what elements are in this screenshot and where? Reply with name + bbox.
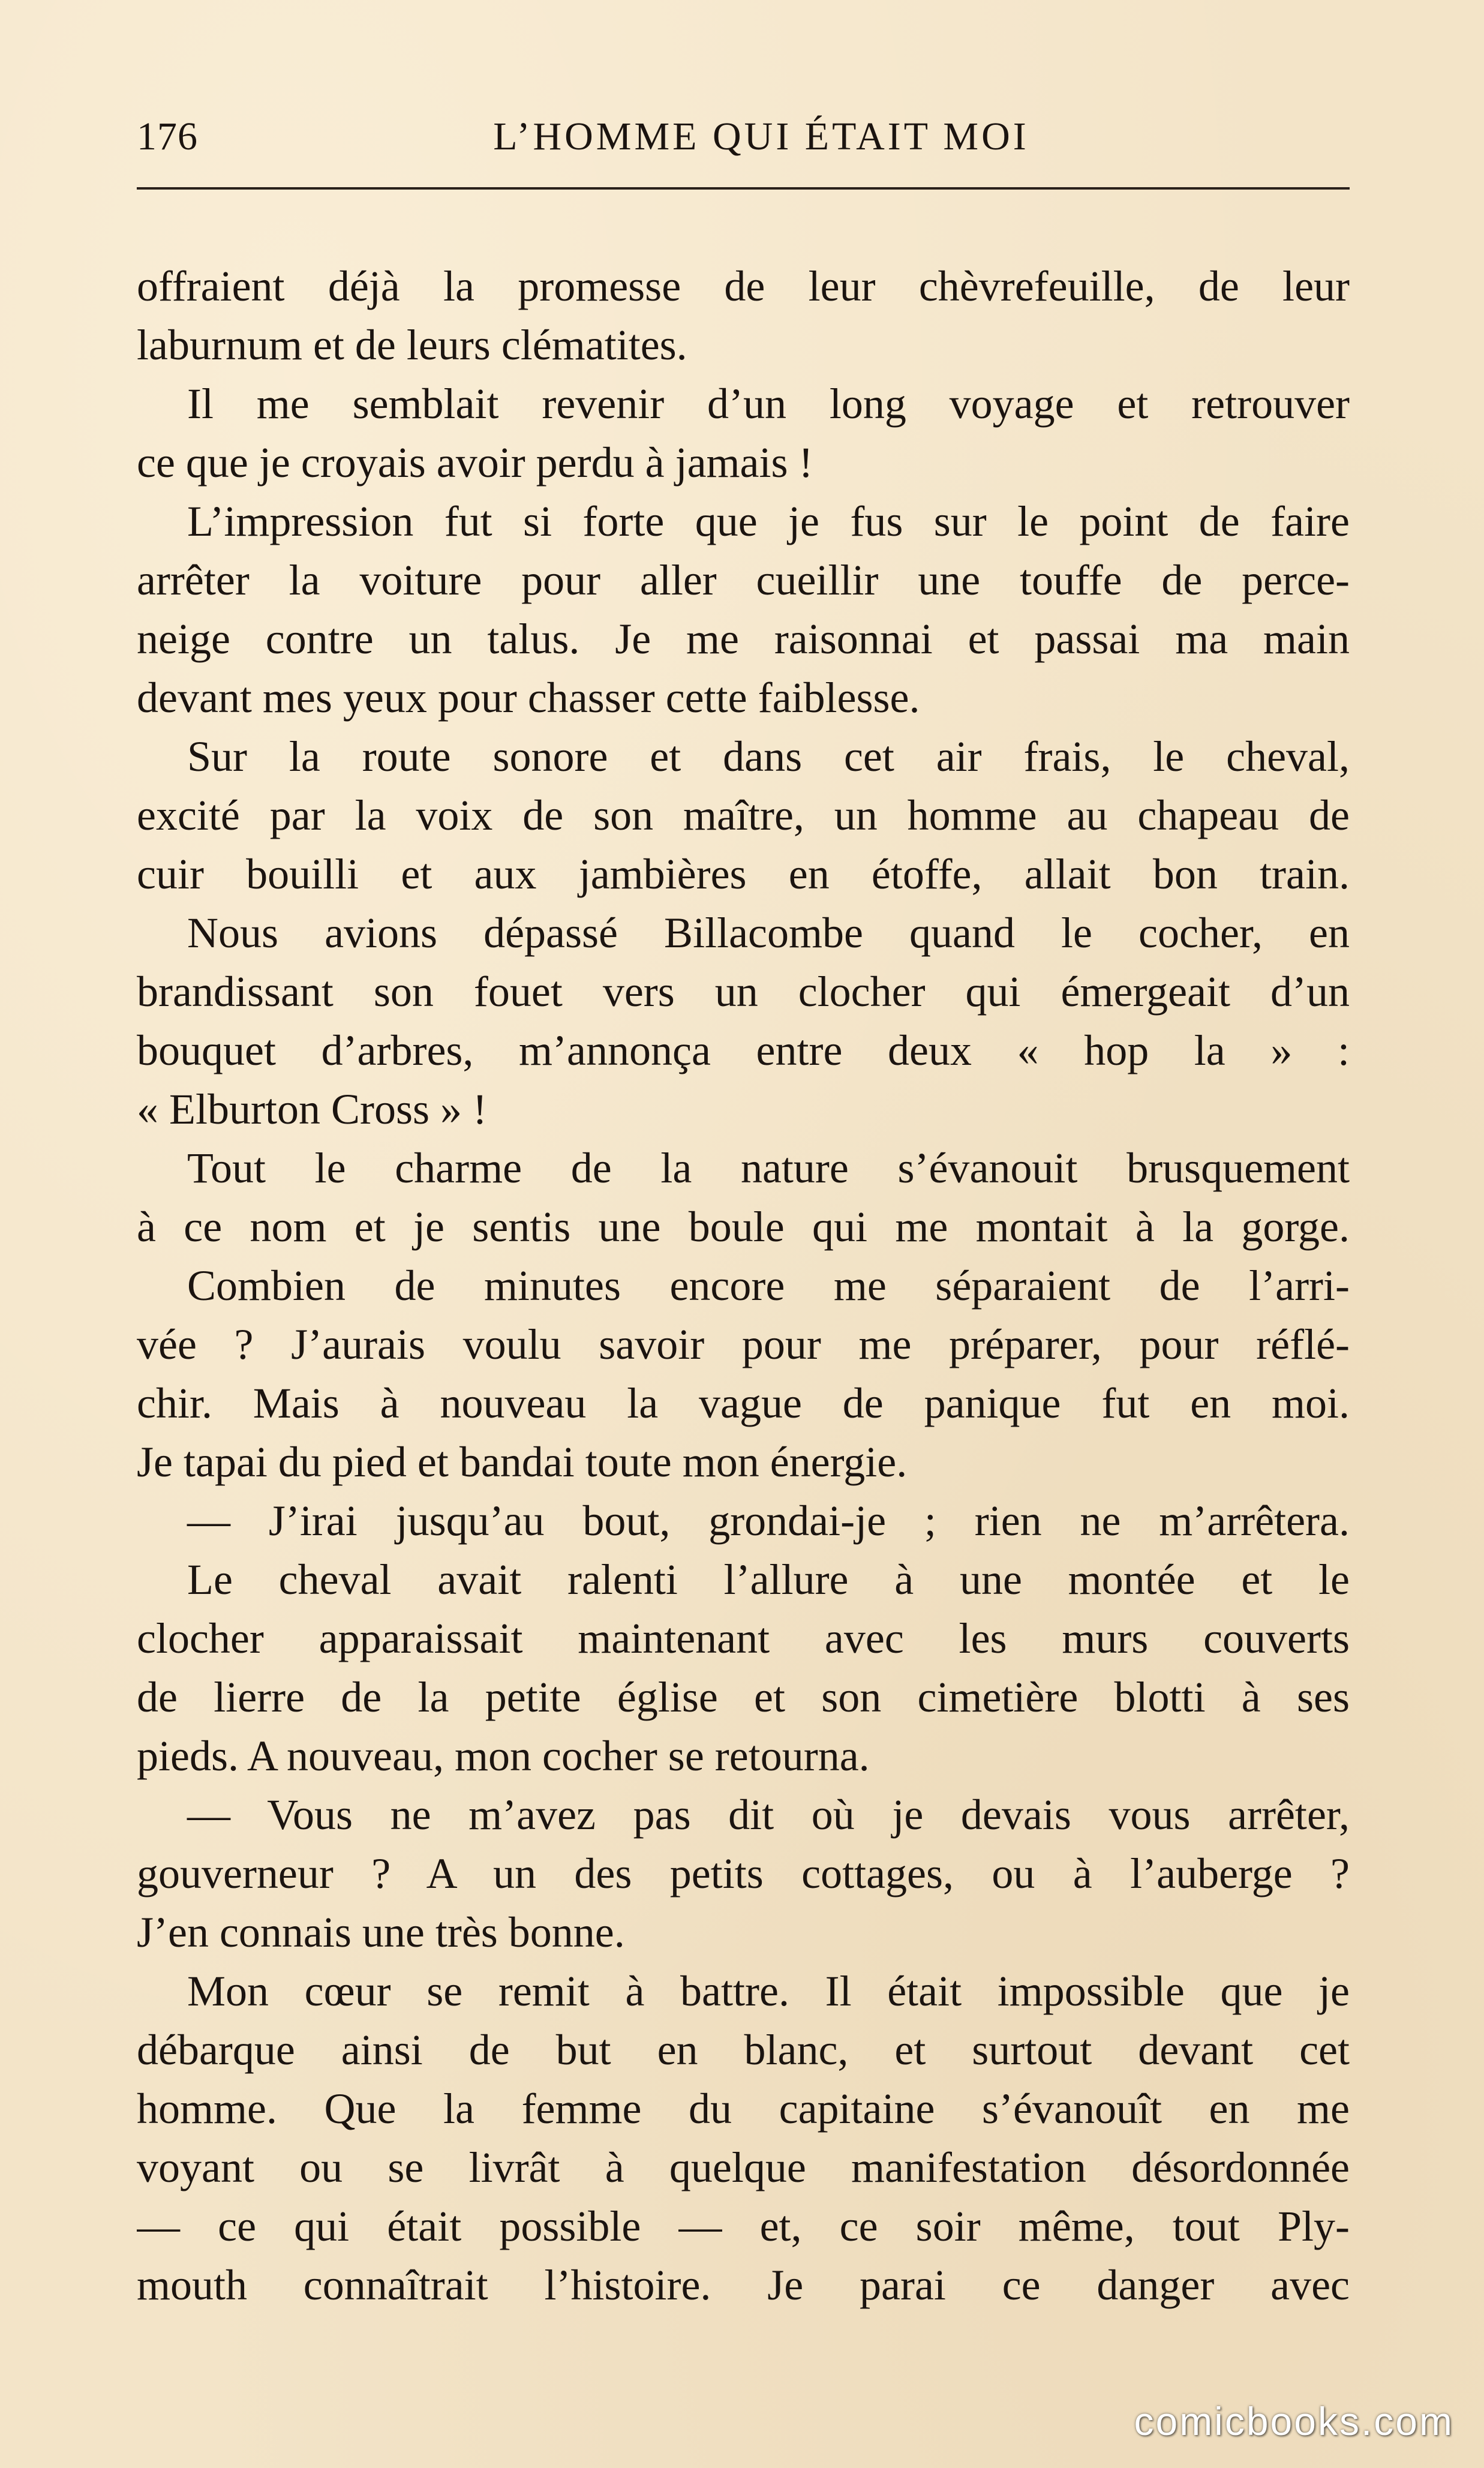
body-text — [137, 257, 1350, 2314]
text-line: de lierre de la petite église et son cimetière blotti à ses — [137, 1673, 1350, 1721]
text-line: Nous avions dépassé Billacombe quand le cocher, en — [187, 909, 1350, 957]
text-line: chir. Mais à nouveau la vague de panique fut en moi. — [137, 1379, 1350, 1427]
text-line: — Vous ne m’avez pas dit où je devais vous arrêter, — [187, 1791, 1350, 1839]
text-line: laburnum et de leurs clématites. — [137, 321, 687, 369]
running-title: L’HOMME QUI ÉTAIT MOI — [493, 115, 1029, 158]
text-line: bouquet d’arbres, m’annonça entre deux « hop la » : — [137, 1026, 1350, 1074]
text-line: ce que je croyais avoir perdu à jamais ! — [137, 439, 813, 487]
text-line: — ce qui était possible — et, ce soir même, tout Ply- — [137, 2202, 1350, 2250]
text-line: — J’irai jusqu’au bout, grondai-je ; rien ne m’arrêtera. — [187, 1497, 1350, 1545]
text-line: voyant ou se livrât à quelque manifestation désordonnée — [137, 2143, 1350, 2191]
text-line: Le cheval avait ralenti l’allure à une montée et le — [187, 1556, 1350, 1604]
text-line: à ce nom et je sentis une boule qui me montait à la gorge. — [137, 1203, 1350, 1251]
text-line: pieds. A nouveau, mon cocher se retourna. — [137, 1732, 870, 1780]
text-line: neige contre un talus. Je me raisonnai et passai ma main — [137, 615, 1350, 663]
text-line: L’impression fut si forte que je fus sur le point de faire — [187, 497, 1350, 545]
text-line: devant mes yeux pour chasser cette faiblesse. — [137, 674, 920, 722]
text-line: Combien de minutes encore me séparaient de l’arri- — [187, 1262, 1350, 1310]
text-line: « Elburton Cross » ! — [137, 1085, 487, 1133]
text-line: Tout le charme de la nature s’évanouit brusquement — [187, 1144, 1350, 1192]
text-line: vée ? J’aurais voulu savoir pour me préparer, pour réflé- — [137, 1320, 1350, 1368]
text-line: excité par la voix de son maître, un homme au chapeau de — [137, 791, 1350, 839]
text-line: Je tapai du pied et bandai toute mon énergie. — [137, 1438, 908, 1486]
text-line: gouverneur ? A un des petits cottages, ou à l’auberge ? — [137, 1850, 1350, 1897]
text-line: homme. Que la femme du capitaine s’évanouît en me — [137, 2085, 1350, 2133]
text-line: arrêter la voiture pour aller cueillir une touffe de perce- — [137, 556, 1350, 604]
text-line: brandissant son fouet vers un clocher qui émergeait d’un — [137, 968, 1350, 1016]
text-line: mouth connaîtrait l’histoire. Je parai ce danger avec — [137, 2261, 1350, 2309]
text-line: Mon cœur se remit à battre. Il était impossible que je — [187, 1967, 1350, 2015]
text-line: Sur la route sonore et dans cet air frais, le cheval, — [187, 732, 1350, 780]
text-line: clocher apparaissait maintenant avec les murs couverts — [137, 1614, 1350, 1662]
watermark: comicbooks.com — [1134, 2399, 1454, 2443]
text-line: offraient déjà la promesse de leur chèvrefeuille, de leur — [137, 262, 1350, 310]
header-rule — [137, 187, 1350, 190]
page-number: 176 — [137, 115, 198, 158]
text-line: cuir bouilli et aux jambières en étoffe, allait bon train. — [137, 850, 1350, 898]
text-line: débarque ainsi de but en blanc, et surtout devant cet — [137, 2026, 1350, 2074]
text-line: J’en connais une très bonne. — [137, 1908, 625, 1956]
running-head — [137, 102, 1350, 174]
text-line: Il me semblait revenir d’un long voyage et retrouver — [187, 380, 1350, 428]
